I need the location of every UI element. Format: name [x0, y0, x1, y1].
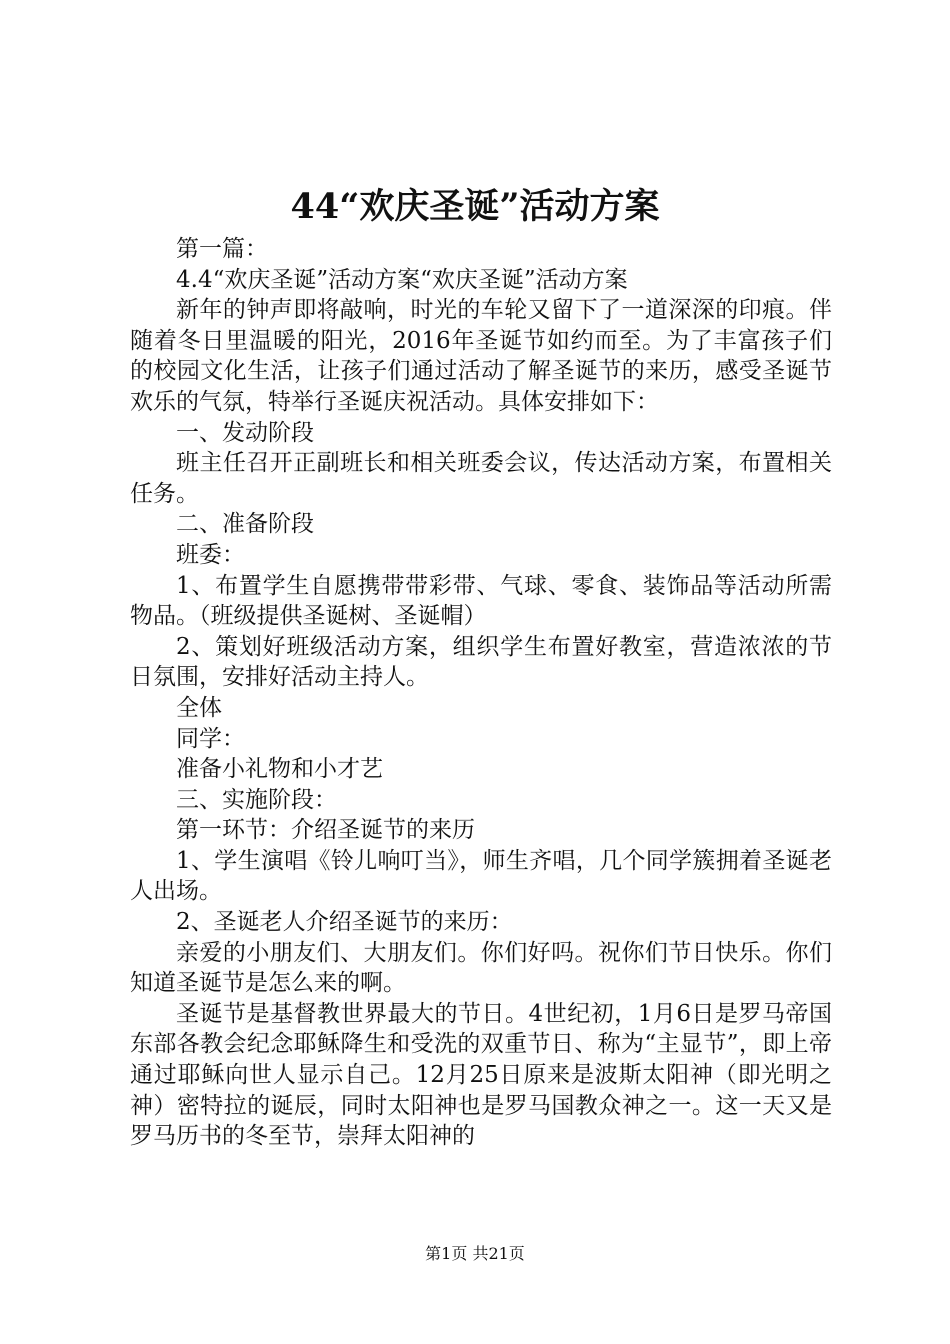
paragraph: 1、布置学生自愿携带带彩带、气球、零食、装饰品等活动所需物品。（班级提供圣诞树、圣诞帽） — [130, 572, 832, 630]
page-footer: 第1页 共21页 — [425, 1244, 525, 1263]
document-title: 44“欢庆圣诞”活动方案 — [290, 186, 660, 227]
paragraph: 第一篇： — [176, 236, 268, 262]
paragraph: 同学： — [176, 725, 245, 752]
paragraph: 亲爱的小朋友们、大朋友们。你们好吗。祝你们节日快乐。你们知道圣诞节是怎么来的啊。 — [130, 939, 832, 997]
paragraph: 2、策划好班级活动方案，组织学生布置好教室，营造浓浓的节日氛围，安排好活动主持人。 — [130, 633, 832, 691]
paragraph: 第一环节：介绍圣诞节的来历 — [176, 817, 475, 844]
paragraph: 圣诞节是基督教世界最大的节日。4世纪初，1月6日是罗马帝国东部各教会纪念耶稣降生和受洗的双重节日、称为“主显节”，即上帝通过耶稣向世人显示自己。12月25日原来是波斯太阳神（即光明之神）密特拉的诞辰，同时太阳神也是罗马国教众神之一。这一天又是罗马历书的冬至节，崇拜太阳神的 — [130, 1000, 832, 1150]
paragraph: 1、学生演唱《铃儿响叮当》，师生齐唱，几个同学簇拥着圣诞老人出场。 — [130, 847, 832, 905]
paragraph: 全体 — [176, 694, 222, 721]
paragraph: 4.4“欢庆圣诞”活动方案“欢庆圣诞”活动方案 — [176, 266, 628, 293]
paragraph: 准备小礼物和小才艺 — [176, 756, 383, 783]
section-heading: 一、发动阶段 — [176, 419, 314, 446]
paragraph: 班委： — [176, 541, 245, 568]
section-heading: 二、准备阶段 — [176, 511, 314, 538]
document-body — [130, 234, 832, 1152]
paragraph: 新年的钟声即将敲响，时光的车轮又留下了一道深深的印痕。伴随着冬日里温暖的阳光，2016年圣诞节如约而至。为了丰富孩子们的校园文化生活，让孩子们通过活动了解圣诞节的来历，感受圣诞节欢乐的气氛，特举行圣诞庆祝活动。具体安排如下： — [130, 297, 832, 415]
section-heading: 三、实施阶段： — [176, 786, 337, 813]
paragraph: 班主任召开正副班长和相关班委会议，传达活动方案，布置相关任务。 — [130, 450, 832, 507]
paragraph: 2、圣诞老人介绍圣诞节的来历： — [176, 909, 513, 936]
